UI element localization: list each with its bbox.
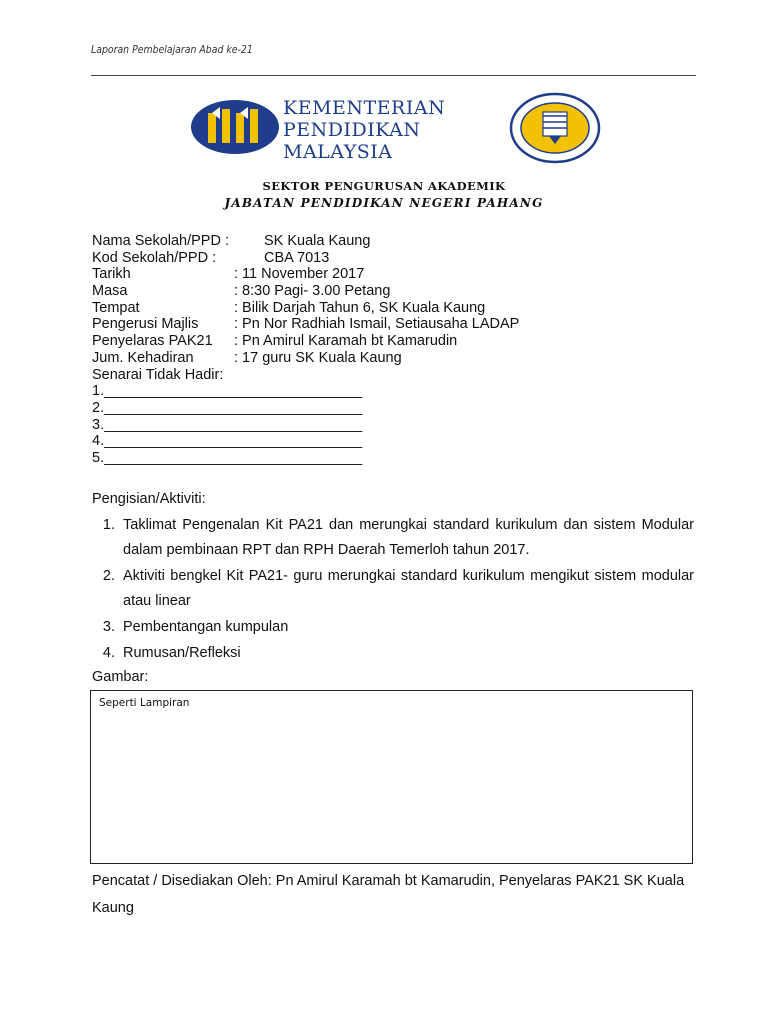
info-value: : Pn Amirul Karamah bt Kamarudin	[234, 333, 458, 350]
info-row	[92, 266, 365, 283]
info-row	[92, 283, 391, 300]
info-value: CBA 7013	[264, 249, 330, 266]
header-divider	[91, 75, 696, 76]
activity-number: 2.	[102, 568, 115, 584]
info-label: Masa	[92, 283, 128, 300]
ministry-line-2: PENDIDIKAN	[283, 119, 421, 141]
ministry-line-1: KEMENTERIAN	[283, 97, 446, 119]
pictures-note: Seperti Lampiran	[99, 697, 190, 709]
ministry-line-3: MALAYSIA	[283, 141, 393, 163]
activity-number: 3.	[102, 619, 115, 635]
info-label: Nama Sekolah/PPD :	[92, 233, 230, 249]
activity-text: Rumusan/Refleksi	[123, 645, 241, 661]
activities-list	[92, 513, 694, 667]
info-value: SK Kuala Kaung	[264, 233, 371, 249]
activity-text: Pembentangan kumpulan	[123, 619, 289, 635]
absent-entry-line: 2.________________________________	[92, 399, 363, 416]
activity-text: Taklimat Pengenalan Kit PA21 dan merungkai standard kurikulum dan sistem Modular dalam pembinaan RPT dan RPH Daerah Temerloh tahun 2017.	[123, 517, 694, 558]
info-row	[92, 333, 458, 350]
absent-entry-line: 1.________________________________	[92, 383, 363, 400]
info-label: Pengerusi Majlis	[92, 316, 199, 333]
state-education-seal-icon	[509, 92, 601, 164]
absent-list-title: Senarai Tidak Hadir:	[92, 366, 224, 383]
pictures-title: Gambar:	[92, 669, 149, 685]
info-label: Tempat	[92, 299, 140, 316]
info-label: Tarikh	[92, 266, 131, 283]
ministry-wordmark	[283, 97, 445, 163]
ministry-emblem-icon	[190, 99, 280, 155]
info-row	[92, 233, 371, 250]
pictures-box	[90, 690, 693, 864]
info-value: : 17 guru SK Kuala Kaung	[234, 349, 402, 366]
meeting-info	[92, 233, 520, 467]
logo-bar	[0, 92, 768, 172]
info-label: Penyelaras PAK21	[92, 333, 213, 350]
prepared-by: Pencatat / Disediakan Oleh: Pn Amirul Karamah bt Kamarudin, Penyelaras PAK21 SK Kuala Kaung	[92, 873, 685, 916]
info-row	[92, 349, 402, 367]
info-value: : 8:30 Pagi- 3.00 Petang	[234, 283, 391, 300]
sector-title: SEKTOR PENGURUSAN AKADEMIK	[262, 179, 506, 193]
running-header: Laporan Pembelajaran Abad ke-21	[91, 43, 253, 56]
activity-item	[92, 641, 694, 666]
activity-number: 1.	[102, 517, 115, 533]
activity-item	[92, 615, 694, 640]
info-value: : Pn Nor Radhiah Ismail, Setiausaha LADAP	[234, 316, 520, 333]
activity-item	[92, 513, 694, 563]
info-row	[92, 299, 486, 317]
info-label: Kod Sekolah/PPD :	[92, 249, 217, 266]
absent-entry-line: 5.________________________________	[92, 449, 363, 466]
info-value: : 11 November 2017	[234, 266, 365, 283]
activities-title: Pengisian/Aktiviti:	[92, 491, 206, 507]
info-row	[92, 250, 362, 267]
activity-number: 4.	[102, 645, 115, 661]
activity-item	[92, 564, 694, 614]
info-row	[92, 316, 520, 333]
activity-text: Aktiviti bengkel Kit PA21- guru merungkai standard kurikulum mengikut sistem modular atau linear	[123, 568, 694, 609]
info-value: : Bilik Darjah Tahun 6, SK Kuala Kaung	[234, 299, 486, 316]
info-label: Jum. Kehadiran	[92, 349, 194, 366]
department-title: JABATAN PENDIDIKAN NEGERI PAHANG	[224, 196, 544, 210]
absent-entry-line: 4.________________________________	[92, 433, 363, 450]
absent-entry-line: 3.________________________________	[92, 416, 363, 433]
